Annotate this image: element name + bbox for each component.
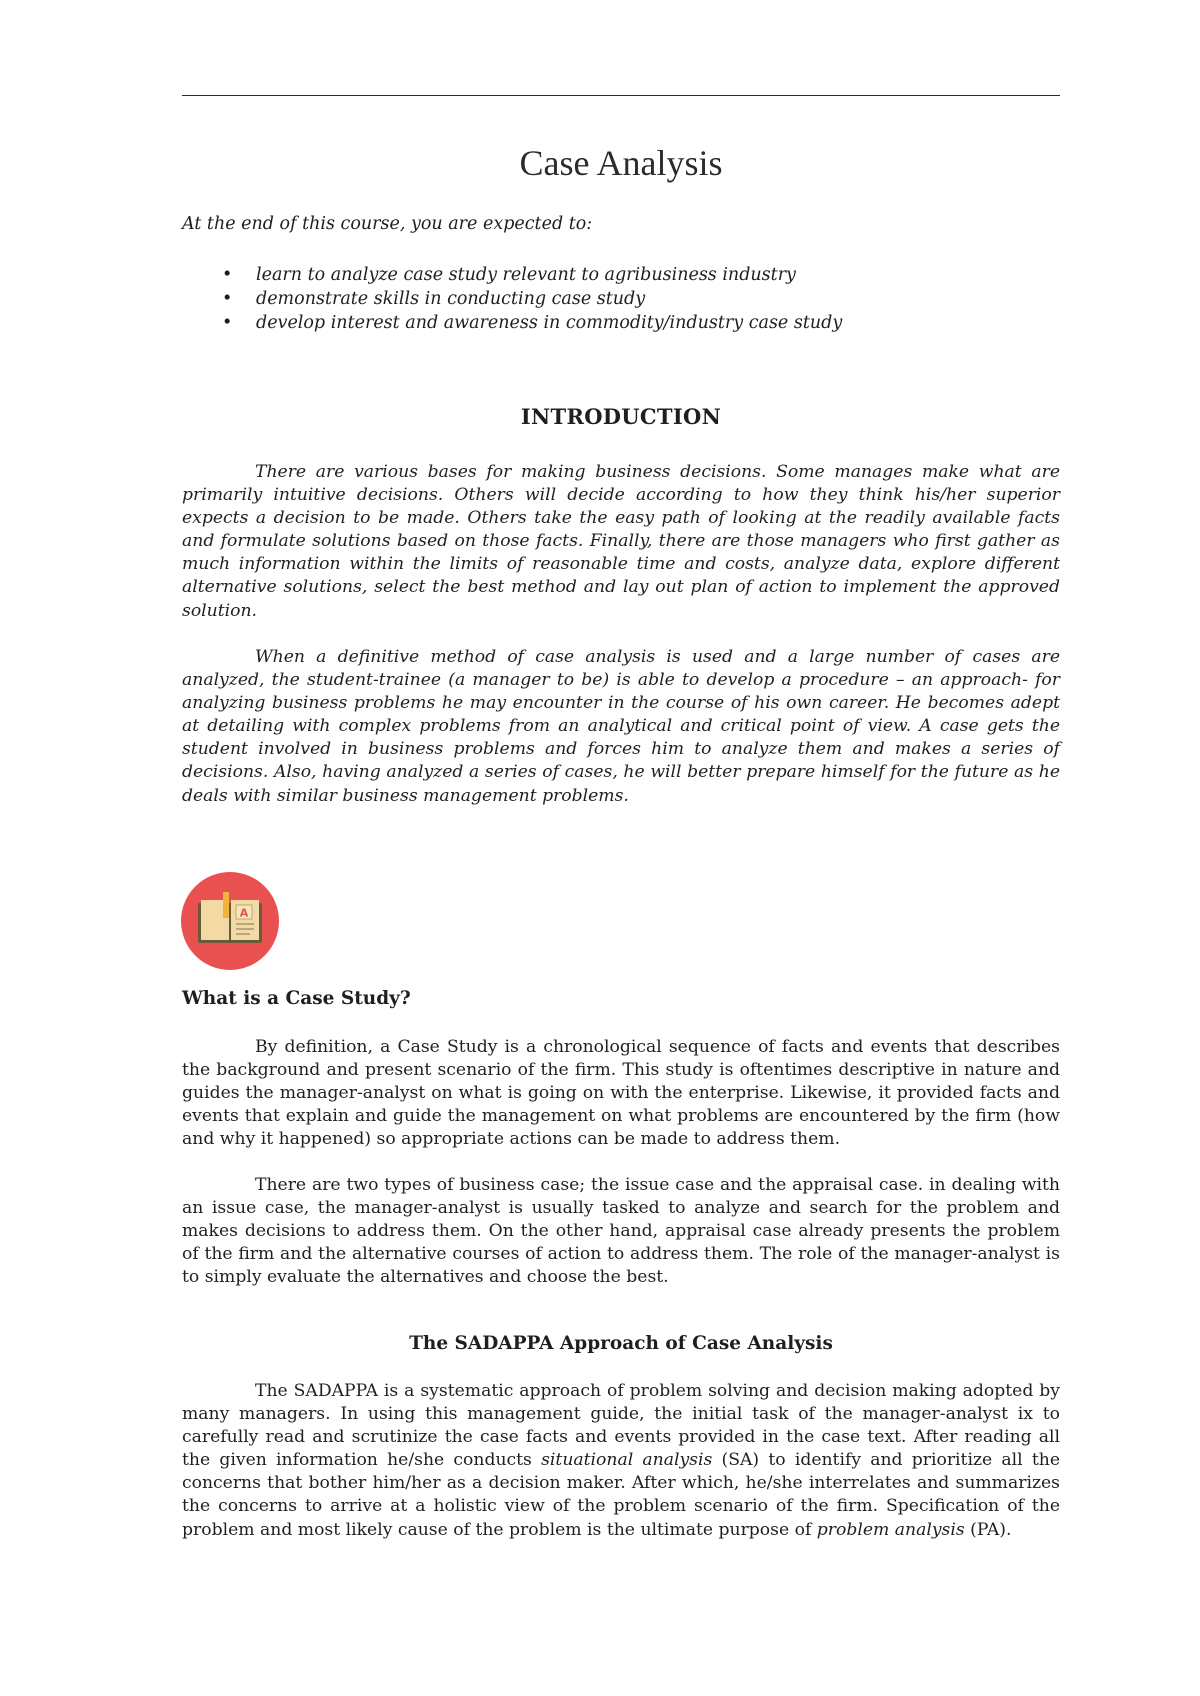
sadappa-paragraph [182, 1380, 1060, 1542]
objective-text: learn to analyze case study relevant to agribusiness industry [256, 265, 796, 285]
sadappa-text-1: The SADAPPA is a systematic approach of problem solving and decision making adopted by many managers. In using this management guide, the initial task of the manager-analyst ix to carefully read and scrutinize the case facts and events provided in the case text. After reading all the given information he/she conducts [182, 1381, 1060, 1471]
introduction-heading: INTRODUCTION [520, 404, 722, 429]
objective-text: develop interest and awareness in commodity/industry case study [256, 313, 843, 333]
case-study-paragraph-2: There are two types of business case; the issue case and the appraisal case. in dealing with an issue case, the manager-analyst is usually tasked to analyze and search for the problem and makes decisions to address them. On the other hand, appraisal case already presents the problem of the firm and the alternative courses of action to address them. The role of the manager-analyst is to simply evaluate the alternatives and choose the best. [182, 1175, 1060, 1288]
objective-item [182, 263, 1060, 287]
introduction-paragraph-2: When a definitive method of case analysis is used and a large number of cases are analyzed, the student-trainee (a manager to be) is able to develop a procedure – an approach- for analyzing business problems he may encounter in the course of his own career. He becomes adept at detailing with complex problems from an analytical and critical point of view. A case gets the student involved in business problems and forces him to analyze them and makes a series of decisions. Also, having analyzed a series of cases, he will better prepare himself for the future as he deals with similar business management problems. [182, 647, 1060, 806]
sadappa-heading: The SADAPPA Approach of Case Analysis [409, 1333, 833, 1354]
case-study-heading: What is a Case Study? [182, 988, 411, 1009]
case-study-paragraph-1: By definition, a Case Study is a chronological sequence of facts and events that describes the background and present scenario of the firm. This study is oftentimes descriptive in nature and guides the manager-analyst on what is going on with the enterprise. Likewise, it provided facts and events that explain and guide the management on what problems are encountered by the firm (how and why it happened) so appropriate actions can be made to address them. [182, 1037, 1060, 1150]
svg-text:A: A [239, 906, 249, 920]
sadappa-term-problem: problem analysis [816, 1519, 965, 1540]
objective-text: demonstrate skills in conducting case study [256, 289, 646, 309]
objective-item [182, 287, 1060, 311]
objective-item [182, 311, 1060, 335]
objectives-list [182, 263, 1060, 335]
book-icon [181, 872, 279, 970]
bullet-icon: • [222, 265, 233, 285]
bullet-icon: • [222, 313, 233, 333]
sadappa-text-3: (PA). [964, 1519, 1012, 1540]
page-title: Case Analysis [519, 143, 723, 183]
sadappa-term-situational: situational analysis [541, 1450, 713, 1471]
bullet-icon: • [222, 289, 233, 309]
objectives-intro: At the end of this course, you are expected to: [182, 214, 593, 234]
sadappa-text-2: (SA) to identify and prioritize all the concerns that bother him/her as a decision maker. After which, he/she interrelates and summarizes the concerns to arrive at a holistic view of the problem scenario of the firm. Specification of the problem and most likely cause of the problem is the ultimate purpose of [182, 1450, 1060, 1540]
header-rule [182, 95, 1060, 96]
introduction-paragraph-1: There are various bases for making business decisions. Some manages make what are primarily intuitive decisions. Others will decide according to how they think his/her superior expects a decision to be made. Others take the easy path of looking at the readily available facts and formulate solutions based on those facts. Finally, there are those managers who first gather as much information within the limits of reasonable time and costs, analyze data, explore different alternative solutions, select the best method and lay out plan of action to implement the approved solution. [182, 462, 1060, 621]
